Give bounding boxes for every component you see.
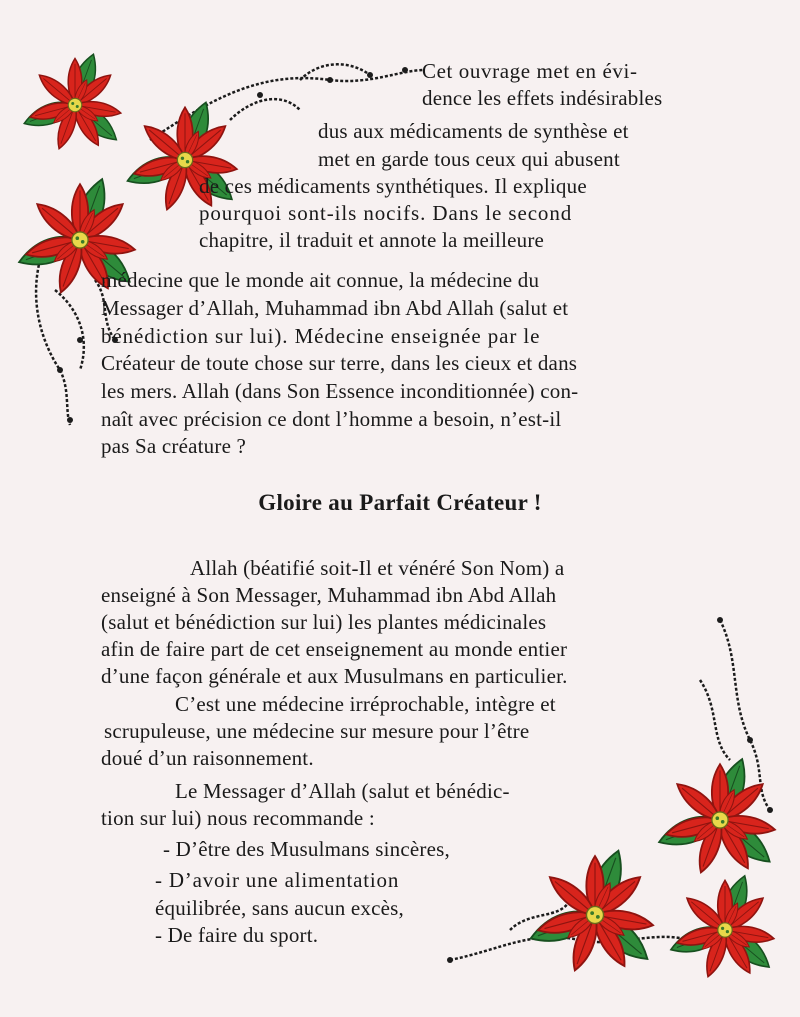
body-line: (salut et bénédiction sur lui) les plantes médicinales <box>101 610 547 634</box>
body-line: C’est une médecine irréprochable, intègre et <box>175 692 556 716</box>
intro-line: met en garde tous ceux qui abusent <box>318 147 620 171</box>
intro-line: pas Sa créature ? <box>101 434 247 458</box>
body-line: Allah (béatifié soit-Il et vénéré Son Nom) a <box>190 556 565 580</box>
intro-line: médecine que le monde ait connue, la médecine du <box>101 268 540 292</box>
intro-line: Cet ouvrage met en évi- <box>422 59 638 83</box>
body-line: doué d’un raisonnement. <box>101 746 314 770</box>
body-line: scrupuleuse, une médecine sur mesure pour l’être <box>104 719 530 743</box>
recommendation-item: - D’être des Musulmans sincères, <box>163 837 450 861</box>
intro-line: naît avec précision ce dont l’homme a besoin, n’est-il <box>101 407 562 431</box>
body-line: tion sur lui) nous recommande : <box>101 806 375 830</box>
intro-line: dus aux médicaments de synthèse et <box>318 119 629 143</box>
intro-line: Créateur de toute chose sur terre, dans les cieux et dans <box>101 351 578 375</box>
intro-line: les mers. Allah (dans Son Essence inconditionnée) con- <box>101 379 579 403</box>
intro-line: de ces médicaments synthétiques. Il explique <box>199 174 587 198</box>
body-line: enseigné à Son Messager, Muhammad ibn Abd Allah <box>101 583 557 607</box>
body-line: d’une façon générale et aux Musulmans en particulier. <box>101 664 568 688</box>
intro-line: chapitre, il traduit et annote la meilleure <box>199 228 545 252</box>
body-line: Le Messager d’Allah (salut et bénédic- <box>175 779 510 803</box>
section-heading: Gloire au Parfait Créateur ! <box>258 490 542 515</box>
recommendation-item: équilibrée, sans aucun excès, <box>155 896 404 920</box>
intro-line: dence les effets indésirables <box>422 86 663 110</box>
recommendation-item: - D’avoir une alimentation <box>155 868 400 892</box>
intro-line: pourquoi sont-ils nocifs. Dans le second <box>199 201 573 225</box>
body-line: afin de faire part de cet enseignement au monde entier <box>101 637 568 661</box>
intro-line: bénédiction sur lui). Médecine enseignée par le <box>101 324 541 348</box>
intro-line: Messager d’Allah, Muhammad ibn Abd Allah (salut et <box>101 296 569 320</box>
recommendation-item: - De faire du sport. <box>155 923 319 947</box>
